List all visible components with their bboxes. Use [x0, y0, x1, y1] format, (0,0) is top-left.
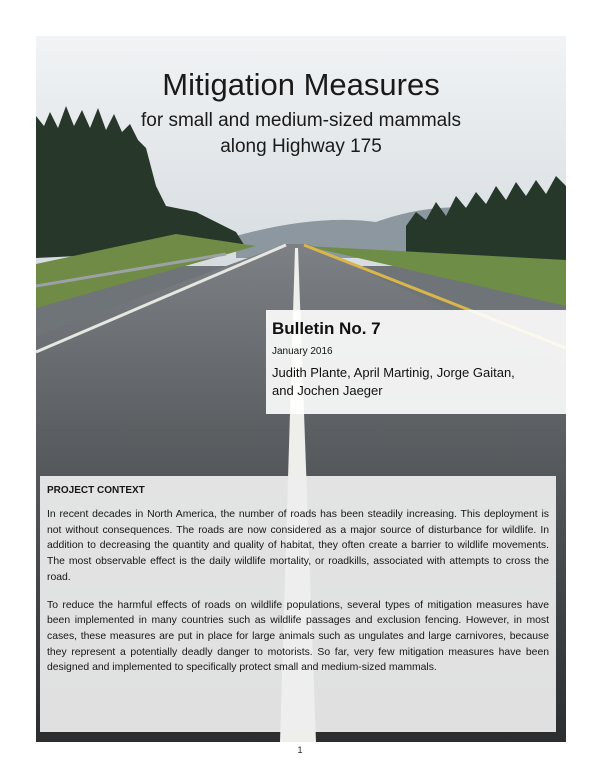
page-number: 1 — [297, 745, 303, 755]
bulletin-number: Bulletin No. 7 — [272, 319, 381, 338]
bulletin-date: January 2016 — [272, 346, 333, 357]
bulletin-box — [266, 310, 566, 414]
title-block — [36, 66, 566, 160]
cover-subtitle-line1: for small and medium-sized mammals — [141, 110, 461, 131]
context-paragraph-2: To reduce the harmful effects of roads on wildlife populations, several types of mitigation measures have been implemented in many countries such as wildlife passages and exclusion fencing. However, in most cases, these measures are put in place for large animals such as ungulates and large carnivores, because they represent a potentially deadly danger to motorists. So far, very few mitigation measures have been designed and implemented to specifically protect small and medium-sized mammals. — [47, 599, 549, 674]
cover-subtitle-line2: along Highway 175 — [220, 136, 382, 157]
context-heading: PROJECT CONTEXT — [47, 485, 145, 496]
bulletin-authors — [272, 364, 560, 400]
project-context-box — [40, 476, 556, 732]
cover-title: Mitigation Measures — [162, 67, 440, 102]
authors-line2: and Jochen Jaeger — [272, 383, 383, 398]
authors-line1: Judith Plante, April Martinig, Jorge Gaitan, — [272, 365, 515, 380]
cover-photo — [36, 36, 566, 742]
context-paragraph-1: In recent decades in North America, the number of roads has been steadily increasing. This deployment is not without consequences. The roads are now considered as a major source of disturbance for wildlife. In addition to decreasing the quantity and quality of habitat, they often create a barrier to wildlife movements. The most observable effect is the daily wildlife mortality, or roadkills, associated with attempts to cross the road. — [47, 509, 549, 583]
